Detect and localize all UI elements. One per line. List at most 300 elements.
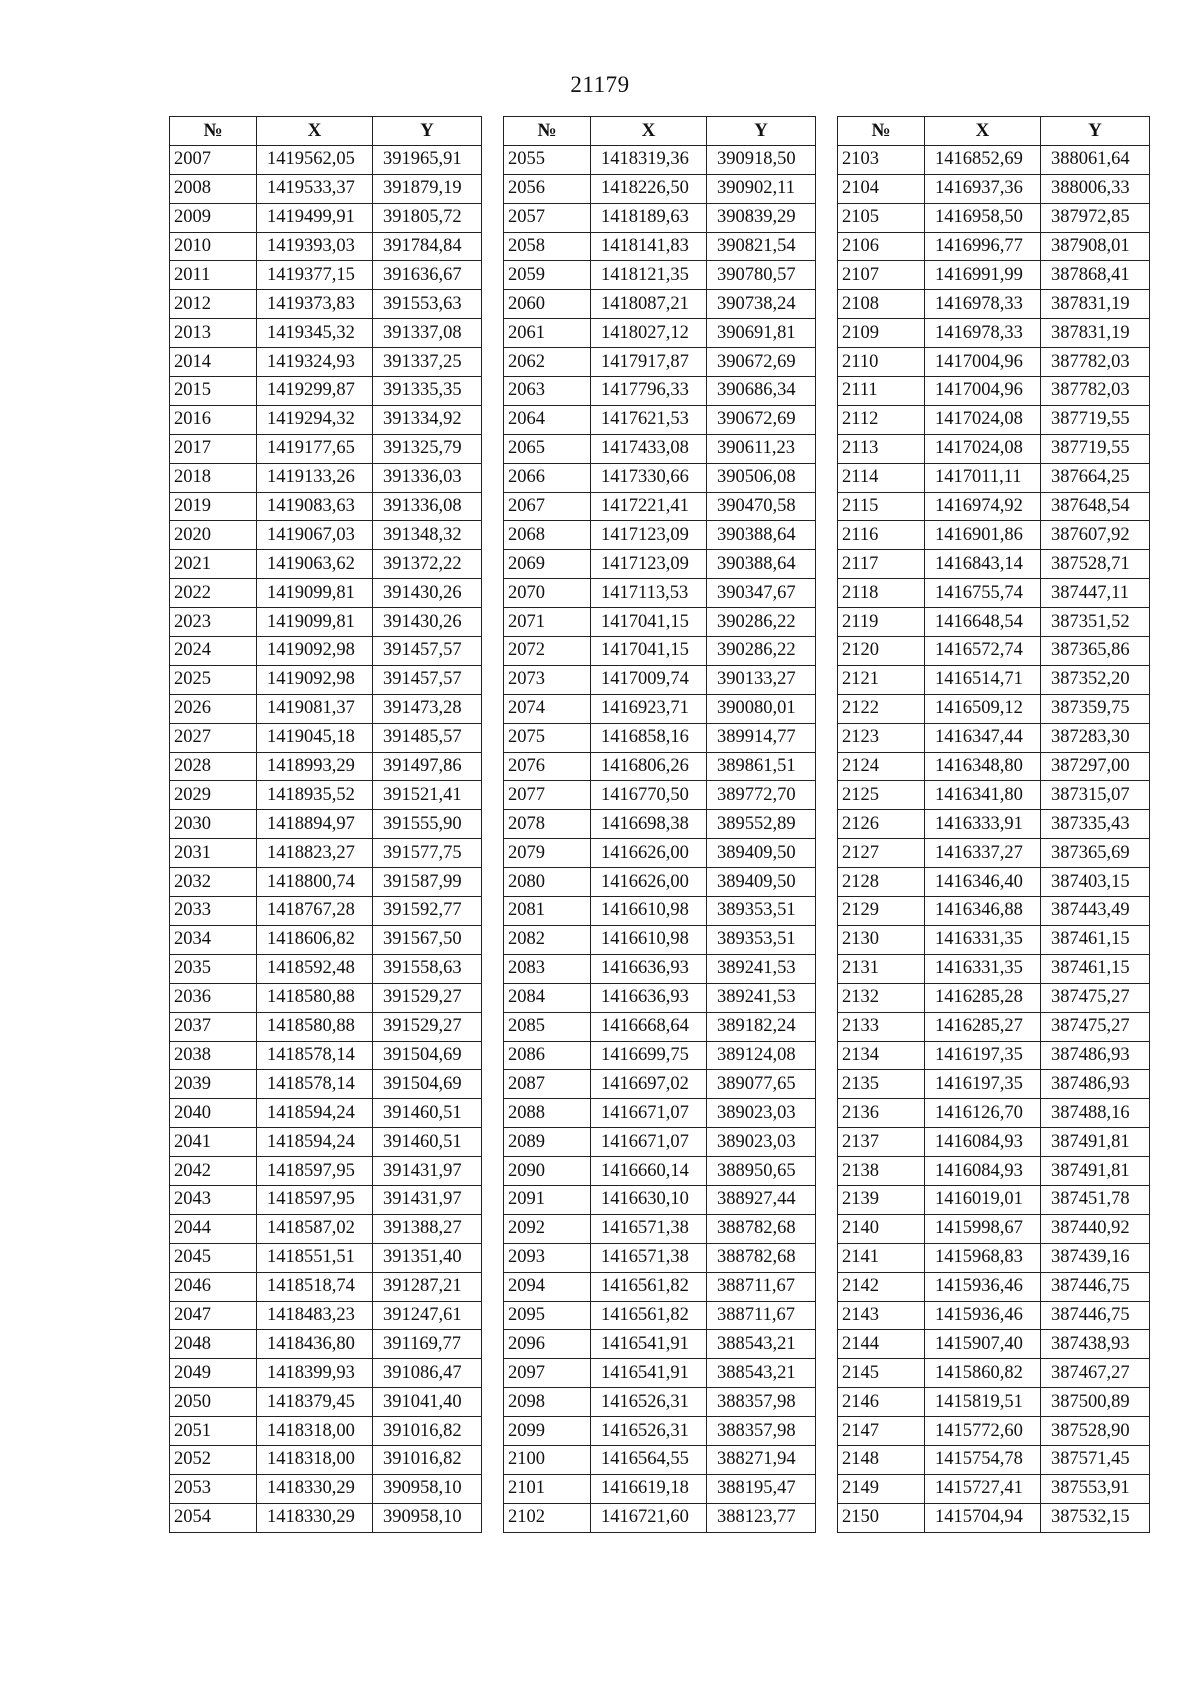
y-coordinate-cell: 389241,53 bbox=[707, 954, 816, 983]
y-coordinate-cell: 388927,44 bbox=[707, 1185, 816, 1214]
table-row bbox=[170, 810, 482, 839]
y-coordinate-cell: 391247,61 bbox=[373, 1301, 482, 1330]
point-number-cell: 2016 bbox=[170, 405, 257, 434]
y-coordinate-cell: 390691,81 bbox=[707, 319, 816, 348]
y-coordinate-cell: 389023,03 bbox=[707, 1099, 816, 1128]
x-coordinate-cell: 1418993,29 bbox=[257, 752, 373, 781]
y-coordinate-cell: 387719,55 bbox=[1041, 405, 1150, 434]
point-number-cell: 2048 bbox=[170, 1330, 257, 1359]
x-coordinate-cell: 1418767,28 bbox=[257, 897, 373, 926]
x-coordinate-cell: 1416126,70 bbox=[925, 1099, 1041, 1128]
x-coordinate-cell: 1416697,02 bbox=[591, 1070, 707, 1099]
y-coordinate-cell: 388357,98 bbox=[707, 1388, 816, 1417]
y-coordinate-cell: 387491,81 bbox=[1041, 1128, 1150, 1157]
y-coordinate-cell: 389353,51 bbox=[707, 897, 816, 926]
x-coordinate-cell: 1419393,03 bbox=[257, 232, 373, 261]
x-coordinate-cell: 1416668,64 bbox=[591, 1012, 707, 1041]
x-coordinate-cell: 1418935,52 bbox=[257, 781, 373, 810]
x-coordinate-cell: 1417004,96 bbox=[925, 377, 1041, 406]
point-number-cell: 2132 bbox=[838, 983, 925, 1012]
x-coordinate-cell: 1416571,38 bbox=[591, 1214, 707, 1243]
table-row bbox=[170, 868, 482, 897]
y-coordinate-cell: 389914,77 bbox=[707, 723, 816, 752]
y-coordinate-cell: 387553,91 bbox=[1041, 1474, 1150, 1503]
x-coordinate-cell: 1419377,15 bbox=[257, 261, 373, 290]
y-coordinate-cell: 391805,72 bbox=[373, 203, 482, 232]
x-coordinate-cell: 1416626,00 bbox=[591, 839, 707, 868]
x-coordinate-cell: 1417113,53 bbox=[591, 579, 707, 608]
table-row bbox=[170, 1445, 482, 1474]
x-coordinate-cell: 1418189,63 bbox=[591, 203, 707, 232]
table-row bbox=[838, 232, 1150, 261]
x-coordinate-cell: 1417024,08 bbox=[925, 434, 1041, 463]
point-number-cell: 2114 bbox=[838, 463, 925, 492]
x-coordinate-cell: 1416346,88 bbox=[925, 897, 1041, 926]
y-coordinate-cell: 390388,64 bbox=[707, 521, 816, 550]
point-number-cell: 2077 bbox=[504, 781, 591, 810]
point-number-cell: 2137 bbox=[838, 1128, 925, 1157]
point-number-cell: 2058 bbox=[504, 232, 591, 261]
y-coordinate-cell: 387528,71 bbox=[1041, 550, 1150, 579]
table-row bbox=[504, 1157, 816, 1186]
y-coordinate-cell: 387461,15 bbox=[1041, 954, 1150, 983]
table-row bbox=[504, 550, 816, 579]
point-number-cell: 2145 bbox=[838, 1359, 925, 1388]
point-number-cell: 2066 bbox=[504, 463, 591, 492]
y-coordinate-cell: 391457,57 bbox=[373, 665, 482, 694]
table-row bbox=[838, 1157, 1150, 1186]
x-coordinate-cell: 1416084,93 bbox=[925, 1128, 1041, 1157]
y-coordinate-cell: 390347,67 bbox=[707, 579, 816, 608]
point-number-cell: 2030 bbox=[170, 810, 257, 839]
table-row bbox=[504, 463, 816, 492]
x-coordinate-cell: 1418379,45 bbox=[257, 1388, 373, 1417]
table-row bbox=[838, 1243, 1150, 1272]
x-coordinate-cell: 1418580,88 bbox=[257, 983, 373, 1012]
y-coordinate-cell: 391431,97 bbox=[373, 1157, 482, 1186]
y-coordinate-cell: 391325,79 bbox=[373, 434, 482, 463]
x-coordinate-cell: 1418436,80 bbox=[257, 1330, 373, 1359]
y-coordinate-cell: 389409,50 bbox=[707, 839, 816, 868]
y-coordinate-cell: 390470,58 bbox=[707, 492, 816, 521]
x-coordinate-cell: 1417041,15 bbox=[591, 608, 707, 637]
point-number-cell: 2014 bbox=[170, 348, 257, 377]
table-row bbox=[504, 897, 816, 926]
point-number-cell: 2039 bbox=[170, 1070, 257, 1099]
point-number-cell: 2092 bbox=[504, 1214, 591, 1243]
point-number-cell: 2086 bbox=[504, 1041, 591, 1070]
y-coordinate-cell: 391169,77 bbox=[373, 1330, 482, 1359]
table-row bbox=[170, 1503, 482, 1532]
point-number-cell: 2012 bbox=[170, 290, 257, 319]
y-coordinate-cell: 390686,34 bbox=[707, 377, 816, 406]
table-row bbox=[504, 694, 816, 723]
y-coordinate-cell: 388782,68 bbox=[707, 1243, 816, 1272]
y-coordinate-cell: 387486,93 bbox=[1041, 1070, 1150, 1099]
y-coordinate-cell: 387488,16 bbox=[1041, 1099, 1150, 1128]
point-number-cell: 2067 bbox=[504, 492, 591, 521]
y-coordinate-cell: 391388,27 bbox=[373, 1214, 482, 1243]
x-coordinate-cell: 1416974,92 bbox=[925, 492, 1041, 521]
y-coordinate-cell: 391587,99 bbox=[373, 868, 482, 897]
x-coordinate-cell: 1418823,27 bbox=[257, 839, 373, 868]
x-coordinate-cell: 1419324,93 bbox=[257, 348, 373, 377]
point-number-cell: 2071 bbox=[504, 608, 591, 637]
x-coordinate-cell: 1419092,98 bbox=[257, 637, 373, 666]
x-coordinate-cell: 1418399,93 bbox=[257, 1359, 373, 1388]
table-row bbox=[504, 521, 816, 550]
point-number-cell: 2127 bbox=[838, 839, 925, 868]
y-coordinate-cell: 390738,24 bbox=[707, 290, 816, 319]
point-number-cell: 2062 bbox=[504, 348, 591, 377]
table-row bbox=[170, 521, 482, 550]
y-coordinate-cell: 387359,75 bbox=[1041, 694, 1150, 723]
y-coordinate-cell: 391485,57 bbox=[373, 723, 482, 752]
y-coordinate-cell: 391431,97 bbox=[373, 1185, 482, 1214]
table-row bbox=[170, 550, 482, 579]
y-coordinate-cell: 387719,55 bbox=[1041, 434, 1150, 463]
point-number-cell: 2129 bbox=[838, 897, 925, 926]
x-coordinate-cell: 1418330,29 bbox=[257, 1474, 373, 1503]
table-row bbox=[838, 1099, 1150, 1128]
x-coordinate-cell: 1418578,14 bbox=[257, 1041, 373, 1070]
table-row bbox=[504, 925, 816, 954]
point-number-cell: 2029 bbox=[170, 781, 257, 810]
table-row bbox=[504, 1070, 816, 1099]
x-coordinate-cell: 1419099,81 bbox=[257, 579, 373, 608]
point-number-cell: 2081 bbox=[504, 897, 591, 926]
x-coordinate-cell: 1417221,41 bbox=[591, 492, 707, 521]
point-number-cell: 2032 bbox=[170, 868, 257, 897]
x-coordinate-cell: 1415860,82 bbox=[925, 1359, 1041, 1388]
table-row bbox=[170, 1388, 482, 1417]
y-coordinate-cell: 390286,22 bbox=[707, 608, 816, 637]
table-row bbox=[504, 377, 816, 406]
x-coordinate-cell: 1416526,31 bbox=[591, 1417, 707, 1446]
table-row bbox=[504, 232, 816, 261]
y-coordinate-cell: 387440,92 bbox=[1041, 1214, 1150, 1243]
point-number-cell: 2044 bbox=[170, 1214, 257, 1243]
x-coordinate-cell: 1417796,33 bbox=[591, 377, 707, 406]
y-coordinate-cell: 389552,89 bbox=[707, 810, 816, 839]
x-coordinate-cell: 1416509,12 bbox=[925, 694, 1041, 723]
point-number-cell: 2125 bbox=[838, 781, 925, 810]
table-row bbox=[838, 983, 1150, 1012]
point-number-cell: 2043 bbox=[170, 1185, 257, 1214]
y-coordinate-cell: 391460,51 bbox=[373, 1099, 482, 1128]
x-coordinate-cell: 1418587,02 bbox=[257, 1214, 373, 1243]
point-number-cell: 2059 bbox=[504, 261, 591, 290]
table-row bbox=[838, 492, 1150, 521]
x-coordinate-cell: 1418087,21 bbox=[591, 290, 707, 319]
table-row bbox=[504, 1301, 816, 1330]
table-row bbox=[838, 145, 1150, 174]
point-number-cell: 2087 bbox=[504, 1070, 591, 1099]
x-coordinate-cell: 1416285,27 bbox=[925, 1012, 1041, 1041]
table-row bbox=[838, 1041, 1150, 1070]
table-row bbox=[170, 1272, 482, 1301]
y-coordinate-cell: 390672,69 bbox=[707, 405, 816, 434]
point-number-cell: 2035 bbox=[170, 954, 257, 983]
y-coordinate-cell: 387446,75 bbox=[1041, 1301, 1150, 1330]
x-coordinate-cell: 1418319,36 bbox=[591, 145, 707, 174]
point-number-cell: 2047 bbox=[170, 1301, 257, 1330]
point-number-cell: 2098 bbox=[504, 1388, 591, 1417]
table-row bbox=[170, 1417, 482, 1446]
y-coordinate-cell: 388061,64 bbox=[1041, 145, 1150, 174]
y-coordinate-cell: 389861,51 bbox=[707, 752, 816, 781]
y-coordinate-cell: 391287,21 bbox=[373, 1272, 482, 1301]
x-coordinate-cell: 1417917,87 bbox=[591, 348, 707, 377]
table-row bbox=[170, 723, 482, 752]
x-coordinate-cell: 1416937,36 bbox=[925, 174, 1041, 203]
y-coordinate-cell: 389241,53 bbox=[707, 983, 816, 1012]
point-number-cell: 2140 bbox=[838, 1214, 925, 1243]
table-row bbox=[838, 348, 1150, 377]
point-number-cell: 2009 bbox=[170, 203, 257, 232]
column-header-x: X bbox=[257, 117, 373, 146]
y-coordinate-cell: 389023,03 bbox=[707, 1128, 816, 1157]
point-number-cell: 2076 bbox=[504, 752, 591, 781]
point-number-cell: 2083 bbox=[504, 954, 591, 983]
y-coordinate-cell: 391567,50 bbox=[373, 925, 482, 954]
point-number-cell: 2034 bbox=[170, 925, 257, 954]
point-number-cell: 2128 bbox=[838, 868, 925, 897]
x-coordinate-cell: 1418518,74 bbox=[257, 1272, 373, 1301]
table-row bbox=[838, 203, 1150, 232]
x-coordinate-cell: 1416721,60 bbox=[591, 1503, 707, 1532]
x-coordinate-cell: 1416858,16 bbox=[591, 723, 707, 752]
point-number-cell: 2094 bbox=[504, 1272, 591, 1301]
point-number-cell: 2113 bbox=[838, 434, 925, 463]
y-coordinate-cell: 391336,08 bbox=[373, 492, 482, 521]
x-coordinate-cell: 1416626,00 bbox=[591, 868, 707, 897]
x-coordinate-cell: 1416630,10 bbox=[591, 1185, 707, 1214]
y-coordinate-cell: 387443,49 bbox=[1041, 897, 1150, 926]
x-coordinate-cell: 1418606,82 bbox=[257, 925, 373, 954]
x-coordinate-cell: 1418330,29 bbox=[257, 1503, 373, 1532]
table-row bbox=[170, 1214, 482, 1243]
x-coordinate-cell: 1416341,80 bbox=[925, 781, 1041, 810]
table-row bbox=[170, 694, 482, 723]
point-number-cell: 2103 bbox=[838, 145, 925, 174]
x-coordinate-cell: 1417621,53 bbox=[591, 405, 707, 434]
table-row bbox=[838, 174, 1150, 203]
point-number-cell: 2036 bbox=[170, 983, 257, 1012]
point-number-cell: 2110 bbox=[838, 348, 925, 377]
column-header-number: № bbox=[170, 117, 257, 146]
point-number-cell: 2126 bbox=[838, 810, 925, 839]
table-row bbox=[170, 1474, 482, 1503]
x-coordinate-cell: 1416331,35 bbox=[925, 954, 1041, 983]
table-row bbox=[170, 954, 482, 983]
y-coordinate-cell: 389353,51 bbox=[707, 925, 816, 954]
point-number-cell: 2010 bbox=[170, 232, 257, 261]
x-coordinate-cell: 1416331,35 bbox=[925, 925, 1041, 954]
point-number-cell: 2093 bbox=[504, 1243, 591, 1272]
x-coordinate-cell: 1416610,98 bbox=[591, 925, 707, 954]
point-number-cell: 2082 bbox=[504, 925, 591, 954]
table-row bbox=[504, 781, 816, 810]
y-coordinate-cell: 391504,69 bbox=[373, 1070, 482, 1099]
point-number-cell: 2069 bbox=[504, 550, 591, 579]
y-coordinate-cell: 387648,54 bbox=[1041, 492, 1150, 521]
table-row bbox=[170, 1359, 482, 1388]
x-coordinate-cell: 1416564,55 bbox=[591, 1445, 707, 1474]
point-number-cell: 2085 bbox=[504, 1012, 591, 1041]
x-coordinate-cell: 1417041,15 bbox=[591, 637, 707, 666]
table-row bbox=[504, 348, 816, 377]
y-coordinate-cell: 388950,65 bbox=[707, 1157, 816, 1186]
point-number-cell: 2131 bbox=[838, 954, 925, 983]
y-coordinate-cell: 391334,92 bbox=[373, 405, 482, 434]
y-coordinate-cell: 391529,27 bbox=[373, 1012, 482, 1041]
y-coordinate-cell: 387972,85 bbox=[1041, 203, 1150, 232]
column-header-y: Y bbox=[707, 117, 816, 146]
table-row bbox=[504, 290, 816, 319]
point-number-cell: 2072 bbox=[504, 637, 591, 666]
table-row bbox=[838, 1214, 1150, 1243]
y-coordinate-cell: 391041,40 bbox=[373, 1388, 482, 1417]
point-number-cell: 2050 bbox=[170, 1388, 257, 1417]
table-row bbox=[838, 637, 1150, 666]
point-number-cell: 2149 bbox=[838, 1474, 925, 1503]
point-number-cell: 2102 bbox=[504, 1503, 591, 1532]
point-number-cell: 2116 bbox=[838, 521, 925, 550]
point-number-cell: 2136 bbox=[838, 1099, 925, 1128]
x-coordinate-cell: 1416019,01 bbox=[925, 1185, 1041, 1214]
point-number-cell: 2037 bbox=[170, 1012, 257, 1041]
y-coordinate-cell: 388006,33 bbox=[1041, 174, 1150, 203]
x-coordinate-cell: 1419533,37 bbox=[257, 174, 373, 203]
x-coordinate-cell: 1419562,05 bbox=[257, 145, 373, 174]
table-row bbox=[838, 1301, 1150, 1330]
x-coordinate-cell: 1419299,87 bbox=[257, 377, 373, 406]
y-coordinate-cell: 391553,63 bbox=[373, 290, 482, 319]
y-coordinate-cell: 391016,82 bbox=[373, 1417, 482, 1446]
y-coordinate-cell: 387491,81 bbox=[1041, 1157, 1150, 1186]
y-coordinate-cell: 390902,11 bbox=[707, 174, 816, 203]
y-coordinate-cell: 390286,22 bbox=[707, 637, 816, 666]
table-row bbox=[838, 290, 1150, 319]
column-header-x: X bbox=[925, 117, 1041, 146]
point-number-cell: 2108 bbox=[838, 290, 925, 319]
point-number-cell: 2013 bbox=[170, 319, 257, 348]
x-coordinate-cell: 1417009,74 bbox=[591, 665, 707, 694]
point-number-cell: 2105 bbox=[838, 203, 925, 232]
table-row bbox=[504, 1214, 816, 1243]
y-coordinate-cell: 391430,26 bbox=[373, 608, 482, 637]
header-row bbox=[838, 117, 1150, 146]
table-row bbox=[838, 608, 1150, 637]
point-number-cell: 2031 bbox=[170, 839, 257, 868]
point-number-cell: 2061 bbox=[504, 319, 591, 348]
point-number-cell: 2055 bbox=[504, 145, 591, 174]
point-number-cell: 2052 bbox=[170, 1445, 257, 1474]
x-coordinate-cell: 1419083,63 bbox=[257, 492, 373, 521]
x-coordinate-cell: 1418594,24 bbox=[257, 1128, 373, 1157]
y-coordinate-cell: 388271,94 bbox=[707, 1445, 816, 1474]
x-coordinate-cell: 1417330,66 bbox=[591, 463, 707, 492]
x-coordinate-cell: 1416561,82 bbox=[591, 1272, 707, 1301]
y-coordinate-cell: 387532,15 bbox=[1041, 1503, 1150, 1532]
point-number-cell: 2021 bbox=[170, 550, 257, 579]
point-number-cell: 2091 bbox=[504, 1185, 591, 1214]
x-coordinate-cell: 1415968,83 bbox=[925, 1243, 1041, 1272]
x-coordinate-cell: 1416978,33 bbox=[925, 319, 1041, 348]
x-coordinate-cell: 1416901,86 bbox=[925, 521, 1041, 550]
y-coordinate-cell: 391965,91 bbox=[373, 145, 482, 174]
table-row bbox=[504, 1330, 816, 1359]
point-number-cell: 2139 bbox=[838, 1185, 925, 1214]
x-coordinate-cell: 1418141,83 bbox=[591, 232, 707, 261]
point-number-cell: 2141 bbox=[838, 1243, 925, 1272]
table-row bbox=[170, 203, 482, 232]
y-coordinate-cell: 391336,03 bbox=[373, 463, 482, 492]
table-row bbox=[838, 1070, 1150, 1099]
point-number-cell: 2099 bbox=[504, 1417, 591, 1446]
x-coordinate-cell: 1418226,50 bbox=[591, 174, 707, 203]
point-number-cell: 2096 bbox=[504, 1330, 591, 1359]
x-coordinate-cell: 1418578,14 bbox=[257, 1070, 373, 1099]
table-row bbox=[838, 1359, 1150, 1388]
x-coordinate-cell: 1419092,98 bbox=[257, 665, 373, 694]
y-coordinate-cell: 391529,27 bbox=[373, 983, 482, 1012]
table-row bbox=[170, 463, 482, 492]
x-coordinate-cell: 1419345,32 bbox=[257, 319, 373, 348]
table-row bbox=[838, 1272, 1150, 1301]
table-row bbox=[504, 839, 816, 868]
table-row bbox=[504, 723, 816, 752]
point-number-cell: 2147 bbox=[838, 1417, 925, 1446]
y-coordinate-cell: 391457,57 bbox=[373, 637, 482, 666]
table-row bbox=[838, 377, 1150, 406]
point-number-cell: 2146 bbox=[838, 1388, 925, 1417]
header-row bbox=[170, 117, 482, 146]
table-row bbox=[838, 694, 1150, 723]
x-coordinate-cell: 1416636,93 bbox=[591, 954, 707, 983]
table-row bbox=[170, 261, 482, 290]
y-coordinate-cell: 387447,11 bbox=[1041, 579, 1150, 608]
point-number-cell: 2046 bbox=[170, 1272, 257, 1301]
y-coordinate-cell: 387500,89 bbox=[1041, 1388, 1150, 1417]
y-coordinate-cell: 387351,52 bbox=[1041, 608, 1150, 637]
table-row bbox=[504, 1359, 816, 1388]
y-coordinate-cell: 388195,47 bbox=[707, 1474, 816, 1503]
x-coordinate-cell: 1418483,23 bbox=[257, 1301, 373, 1330]
y-coordinate-cell: 388782,68 bbox=[707, 1214, 816, 1243]
table-row bbox=[170, 348, 482, 377]
point-number-cell: 2053 bbox=[170, 1474, 257, 1503]
y-coordinate-cell: 388711,67 bbox=[707, 1301, 816, 1330]
table-row bbox=[170, 752, 482, 781]
x-coordinate-cell: 1416333,91 bbox=[925, 810, 1041, 839]
point-number-cell: 2011 bbox=[170, 261, 257, 290]
table-row bbox=[170, 637, 482, 666]
y-coordinate-cell: 387571,45 bbox=[1041, 1445, 1150, 1474]
table-row bbox=[504, 1099, 816, 1128]
y-coordinate-cell: 387782,03 bbox=[1041, 348, 1150, 377]
x-coordinate-cell: 1419133,26 bbox=[257, 463, 373, 492]
point-number-cell: 2101 bbox=[504, 1474, 591, 1503]
table-row bbox=[838, 463, 1150, 492]
table-row bbox=[504, 1243, 816, 1272]
table-row bbox=[838, 1445, 1150, 1474]
x-coordinate-cell: 1418318,00 bbox=[257, 1445, 373, 1474]
table-row bbox=[170, 1041, 482, 1070]
table-row bbox=[170, 781, 482, 810]
table-row bbox=[170, 290, 482, 319]
